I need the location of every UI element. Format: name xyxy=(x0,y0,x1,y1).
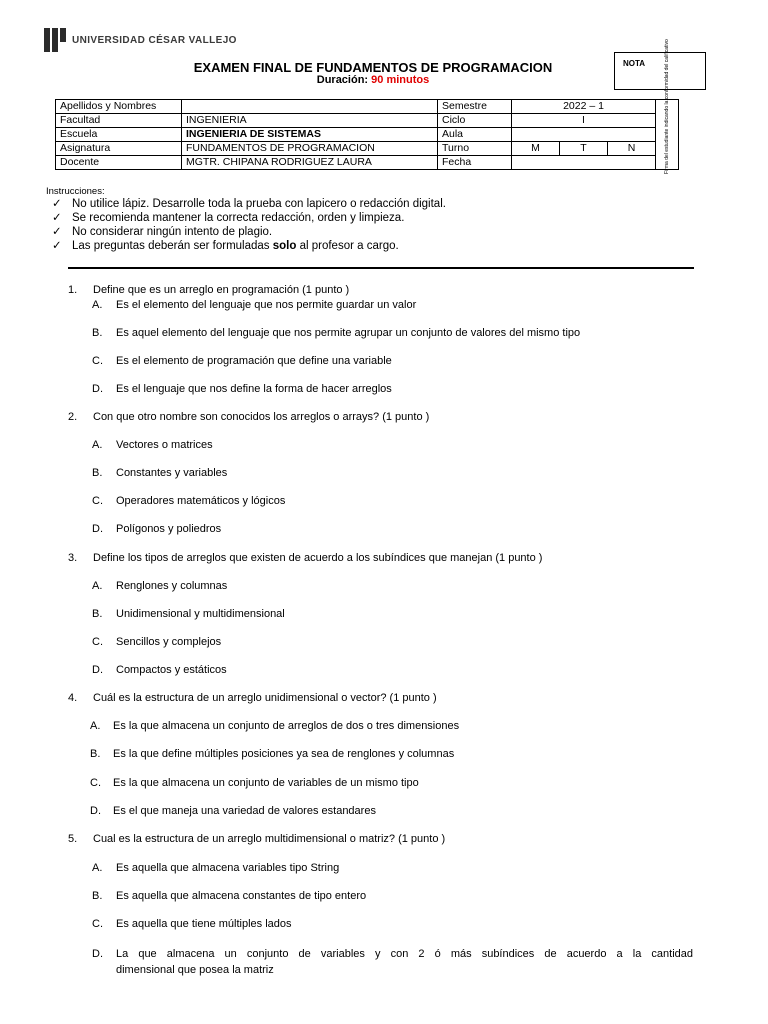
exam-duration xyxy=(120,74,626,86)
instruction-text: No considerar ningún intento de plagio. xyxy=(72,226,273,238)
option-text: Es el elemento de programación que define una variable xyxy=(116,355,392,367)
option-letter: C. xyxy=(92,636,103,648)
option-text: Es aquella que almacena constantes de tipo entero xyxy=(116,890,367,902)
asignatura-label: Asignatura xyxy=(56,142,182,156)
list-item xyxy=(52,211,446,225)
option-text: Es la que almacena un conjunto de arreglos de dos o tres dimensiones xyxy=(113,720,460,732)
option-text: Es la que almacena un conjunto de variables de un mismo tipo xyxy=(113,777,419,789)
checkmark-icon: ✓ xyxy=(52,212,62,224)
exam-title: EXAMEN FINAL DE FUNDAMENTOS DE PROGRAMACION xyxy=(193,60,553,75)
university-name: UNIVERSIDAD CÉSAR VALLEJO xyxy=(72,34,237,46)
duration-value: 90 minutos xyxy=(371,74,430,86)
facultad-label: Facultad xyxy=(56,114,182,128)
option-letter: A. xyxy=(90,720,101,732)
turno-m[interactable]: M xyxy=(512,142,560,156)
option-5d[interactable] xyxy=(92,946,693,978)
option-5a[interactable] xyxy=(92,862,339,874)
instruction-text: Se recomienda mantener la correcta redacción, orden y limpieza. xyxy=(72,212,405,224)
option-2a[interactable] xyxy=(92,439,213,451)
university-shield-icon xyxy=(44,28,66,52)
option-text: Sencillos y complejos xyxy=(116,636,222,648)
option-2b[interactable] xyxy=(92,467,227,479)
option-letter: B. xyxy=(90,748,101,760)
aula-field[interactable] xyxy=(512,128,656,142)
option-3c[interactable] xyxy=(92,636,221,648)
apellidos-field[interactable] xyxy=(182,100,438,114)
option-4b[interactable] xyxy=(90,748,454,760)
option-text: Vectores o matrices xyxy=(116,439,213,451)
option-3d[interactable] xyxy=(92,664,227,676)
question-3 xyxy=(68,552,542,564)
question-text: Cual es la estructura de un arreglo multidimensional o matriz? (1 punto ) xyxy=(93,833,446,845)
option-3a[interactable] xyxy=(92,580,227,592)
option-letter: B. xyxy=(92,467,103,479)
list-item xyxy=(52,239,446,253)
signature-note: Firma del estudiante indicando la conformidad del calificativo xyxy=(664,38,670,174)
question-number: 5. xyxy=(68,833,78,845)
option-letter: B. xyxy=(92,608,103,620)
nota-label: NOTA xyxy=(623,59,646,68)
signature-cell[interactable] xyxy=(656,38,679,174)
turno-t[interactable]: T xyxy=(560,142,608,156)
question-4 xyxy=(68,692,437,704)
question-text: Define los tipos de arreglos que existen de acuerdo a los subíndices que manejan (1 punto ) xyxy=(93,552,543,564)
option-text: Compactos y estáticos xyxy=(116,664,227,676)
asignatura-value: FUNDAMENTOS DE PROGRAMACION xyxy=(182,142,438,156)
question-5 xyxy=(68,833,445,845)
option-letter: B. xyxy=(92,890,103,902)
checkmark-icon: ✓ xyxy=(52,240,62,252)
option-line xyxy=(92,946,693,962)
semestre-value: 2022 – 1 xyxy=(512,100,656,114)
option-letter: C. xyxy=(92,918,103,930)
option-text: La que almacena un conjunto de variables y con 2 ó más subíndices de acuerdo a la cantidad xyxy=(116,948,693,960)
option-text: Es la que define múltiples posiciones ya sea de renglones y columnas xyxy=(113,748,455,760)
list-item xyxy=(52,197,446,211)
table-row xyxy=(56,142,679,156)
nota-box[interactable] xyxy=(614,52,706,90)
university-logo xyxy=(44,28,237,52)
list-item xyxy=(52,225,446,239)
apellidos-label: Apellidos y Nombres xyxy=(56,100,182,114)
option-letter: D. xyxy=(92,383,103,395)
escuela-label: Escuela xyxy=(56,128,182,142)
option-text: Operadores matemáticos y lógicos xyxy=(116,495,286,507)
fecha-label: Fecha xyxy=(438,156,512,170)
option-letter: A. xyxy=(92,299,103,311)
ciclo-value: I xyxy=(512,114,656,128)
option-2c[interactable] xyxy=(92,495,285,507)
table-row xyxy=(56,100,679,114)
option-text: Unidimensional y multidimensional xyxy=(116,608,285,620)
escuela-value: INGENIERIA DE SISTEMAS xyxy=(182,128,438,142)
option-text: Es el elemento del lenguaje que nos permite guardar un valor xyxy=(116,299,417,311)
question-number: 1. xyxy=(68,284,78,296)
question-number: 4. xyxy=(68,692,78,704)
option-letter: D. xyxy=(92,664,103,676)
duration-label: Duración: xyxy=(316,74,369,86)
docente-label: Docente xyxy=(56,156,182,170)
instructions-title: Instrucciones: xyxy=(46,186,105,197)
table-row xyxy=(56,156,679,170)
option-letter: A. xyxy=(92,439,103,451)
option-letter: B. xyxy=(92,327,103,339)
option-text: Es aquel elemento del lenguaje que nos permite agrupar un conjunto de valores del mismo tipo xyxy=(116,327,581,339)
option-5c[interactable] xyxy=(92,918,292,930)
divider xyxy=(68,267,694,269)
option-4c[interactable] xyxy=(90,777,419,789)
question-1 xyxy=(68,284,349,296)
option-1c[interactable] xyxy=(92,355,392,367)
option-1d[interactable] xyxy=(92,383,392,395)
checkmark-icon: ✓ xyxy=(52,226,62,238)
table-row xyxy=(56,114,679,128)
instruction-bold: solo xyxy=(272,240,297,252)
question-text: Define que es un arreglo en programación (1 punto ) xyxy=(93,284,350,296)
ciclo-label: Ciclo xyxy=(438,114,512,128)
option-letter: C. xyxy=(92,495,103,507)
question-number: 3. xyxy=(68,552,78,564)
question-number: 2. xyxy=(68,411,78,423)
option-4d[interactable] xyxy=(90,805,376,817)
option-text: Es aquella que almacena variables tipo String xyxy=(116,862,340,874)
instruction-text: Las preguntas deberán ser formuladas xyxy=(72,240,270,252)
option-3b[interactable] xyxy=(92,608,285,620)
option-letter: D. xyxy=(92,948,103,960)
semestre-label: Semestre xyxy=(438,100,512,114)
option-1a[interactable] xyxy=(92,299,416,311)
facultad-value: INGENIERIA xyxy=(182,114,438,128)
question-text: Cuál es la estructura de un arreglo unidimensional o vector? (1 punto ) xyxy=(93,692,437,704)
option-letter: A. xyxy=(92,862,103,874)
fecha-field[interactable] xyxy=(512,156,656,170)
option-4a[interactable] xyxy=(90,720,459,732)
option-text: Es aquella que tiene múltiples lados xyxy=(116,918,292,930)
table-row xyxy=(56,128,679,142)
turno-n[interactable]: N xyxy=(608,142,656,156)
option-letter: C. xyxy=(90,777,101,789)
instruction-text: al profesor a cargo. xyxy=(299,240,399,252)
docente-value: MGTR. CHIPANA RODRIGUEZ LAURA xyxy=(182,156,438,170)
option-5b[interactable] xyxy=(92,890,366,902)
option-text-continued: dimensional que posea la matriz xyxy=(116,964,274,976)
option-text: Constantes y variables xyxy=(116,467,228,479)
instruction-text: No utilice lápiz. Desarrolle toda la prueba con lapicero o redacción digital. xyxy=(72,198,446,210)
aula-label: Aula xyxy=(438,128,512,142)
option-text: Renglones y columnas xyxy=(116,580,228,592)
option-letter: D. xyxy=(92,523,103,535)
option-1b[interactable] xyxy=(92,327,580,339)
question-2 xyxy=(68,411,429,423)
option-text: Es el que maneja una variedad de valores estandares xyxy=(113,805,376,817)
option-2d[interactable] xyxy=(92,523,221,535)
option-text: Polígonos y poliedros xyxy=(116,523,222,535)
turno-label: Turno xyxy=(438,142,512,156)
option-letter: A. xyxy=(92,580,103,592)
option-letter: D. xyxy=(90,805,101,817)
checkmark-icon: ✓ xyxy=(52,198,62,210)
option-text: Es el lenguaje que nos define la forma de hacer arreglos xyxy=(116,383,392,395)
question-text: Con que otro nombre son conocidos los arreglos o arrays? (1 punto ) xyxy=(93,411,430,423)
option-letter: C. xyxy=(92,355,103,367)
instructions-list xyxy=(52,197,446,253)
